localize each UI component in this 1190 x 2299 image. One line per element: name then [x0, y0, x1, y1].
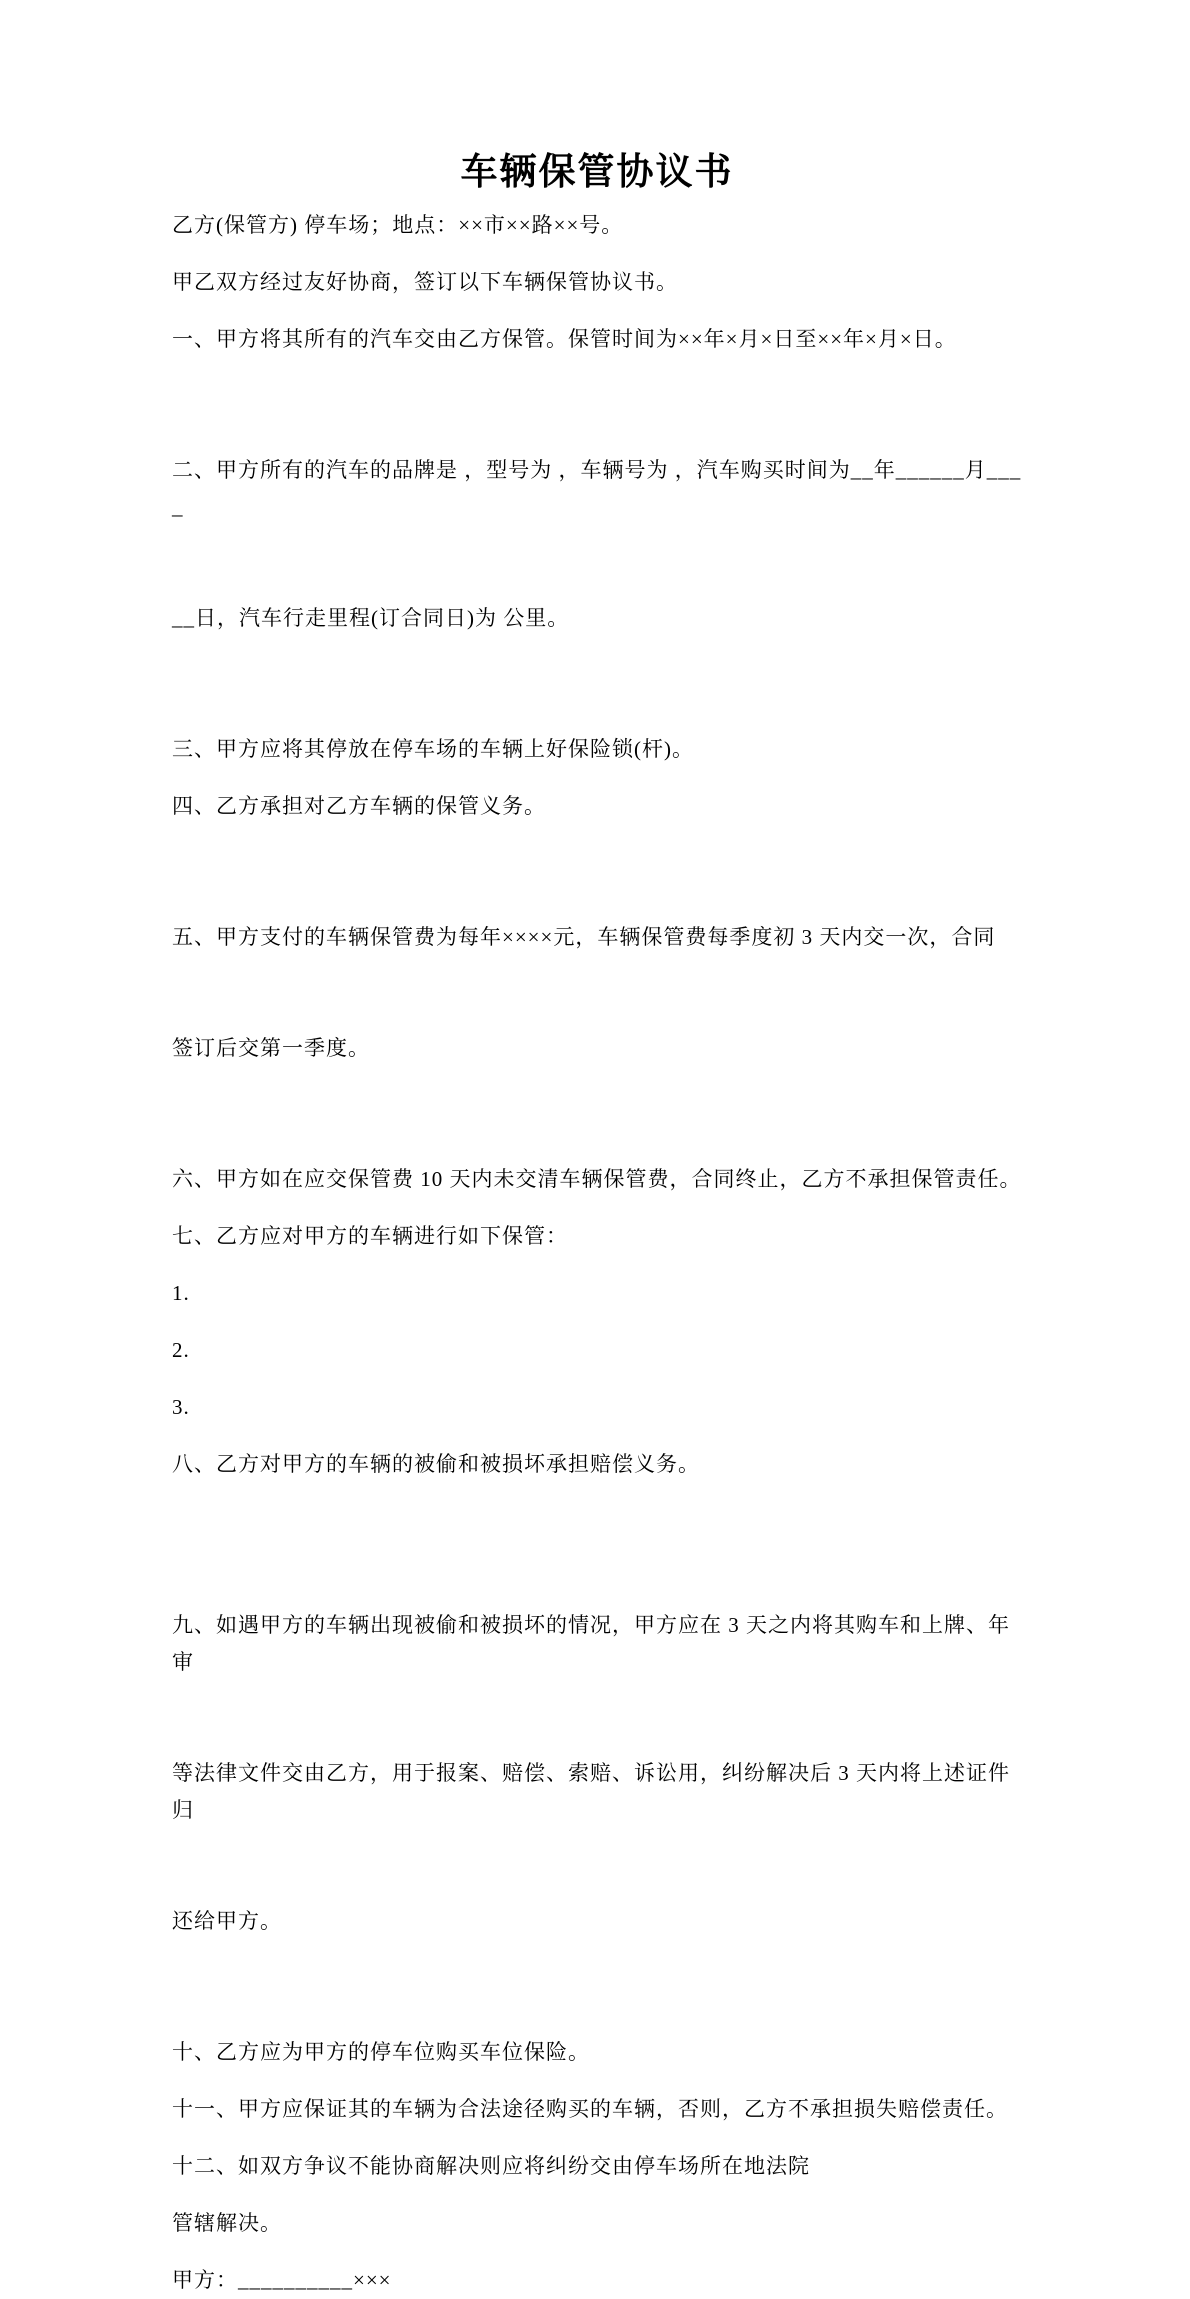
para-clause-11: 十一、甲方应保证其的车辆为合法途径购买的车辆，否则，乙方不承担损失赔偿责任。	[172, 2097, 1008, 2121]
para-clause-10: 十、乙方应为甲方的停车位购买车位保险。	[172, 2040, 590, 2064]
para-clause-2	[172, 378, 1022, 711]
para-clause-2-line-1: 二、甲方所有的汽车的品牌是 ，型号为 ，车辆号为 ，汽车购买时间为__年______月____	[172, 458, 1022, 519]
para-clause-2-line-2: __日，汽车行走里程(订合同日)为 公里。	[172, 606, 570, 630]
para-clause-6: 六、甲方如在应交保管费 10 天内未交清车辆保管费，合同终止，乙方不承担保管责任。	[172, 1167, 1022, 1191]
para-clause-4: 四、乙方承担对乙方车辆的保管义务。	[172, 794, 546, 818]
signature-line-party-a: 甲方：__________×××	[172, 2268, 392, 2292]
para-subitem-3: 3.	[172, 1395, 190, 1419]
para-clause-5-line-2: 签订后交第一季度。	[172, 1036, 370, 1060]
para-clause-8: 八、乙方对甲方的车辆的被偷和被损坏承担赔偿义务。	[172, 1452, 700, 1476]
document-title: 车辆保管协议书	[460, 152, 734, 193]
para-subitem-2: 2.	[172, 1338, 190, 1362]
para-clause-12-continuation: 管辖解决。	[172, 2211, 282, 2235]
para-preamble: 甲乙双方经过友好协商，签订以下车辆保管协议书。	[172, 270, 678, 294]
para-clause-9-line-1: 九、如遇甲方的车辆出现被偷和被损坏的情况，甲方应在 3 天之内将其购车和上牌、年审	[172, 1613, 1010, 1674]
para-clause-7: 七、乙方应对甲方的车辆进行如下保管：	[172, 1224, 568, 1248]
para-clause-5-line-1: 五、甲方支付的车辆保管费为每年××××元，车辆保管费每季度初 3 天内交一次，合同	[172, 925, 996, 949]
para-clause-3: 三、甲方应将其停放在停车场的车辆上好保险锁(杆)。	[172, 737, 694, 761]
para-clause-9-line-3: 还给甲方。	[172, 1909, 282, 1933]
para-party-b-info: 乙方(保管方) 停车场；地点：××市××路××号。	[172, 213, 624, 237]
para-subitem-1: 1.	[172, 1281, 190, 1305]
para-clause-5	[172, 845, 1022, 1141]
para-clause-1: 一、甲方将其所有的汽车交由乙方保管。保管时间为××年×月×日至××年×月×日。	[172, 327, 957, 351]
para-clause-9	[172, 1533, 1022, 2014]
para-clause-12: 十二、如双方争议不能协商解决则应将纠纷交由停车场所在地法院	[172, 2154, 810, 2178]
para-clause-9-line-2: 等法律文件交由乙方，用于报案、赔偿、索赔、诉讼用，纠纷解决后 3 天内将上述证件归	[172, 1761, 1010, 1822]
